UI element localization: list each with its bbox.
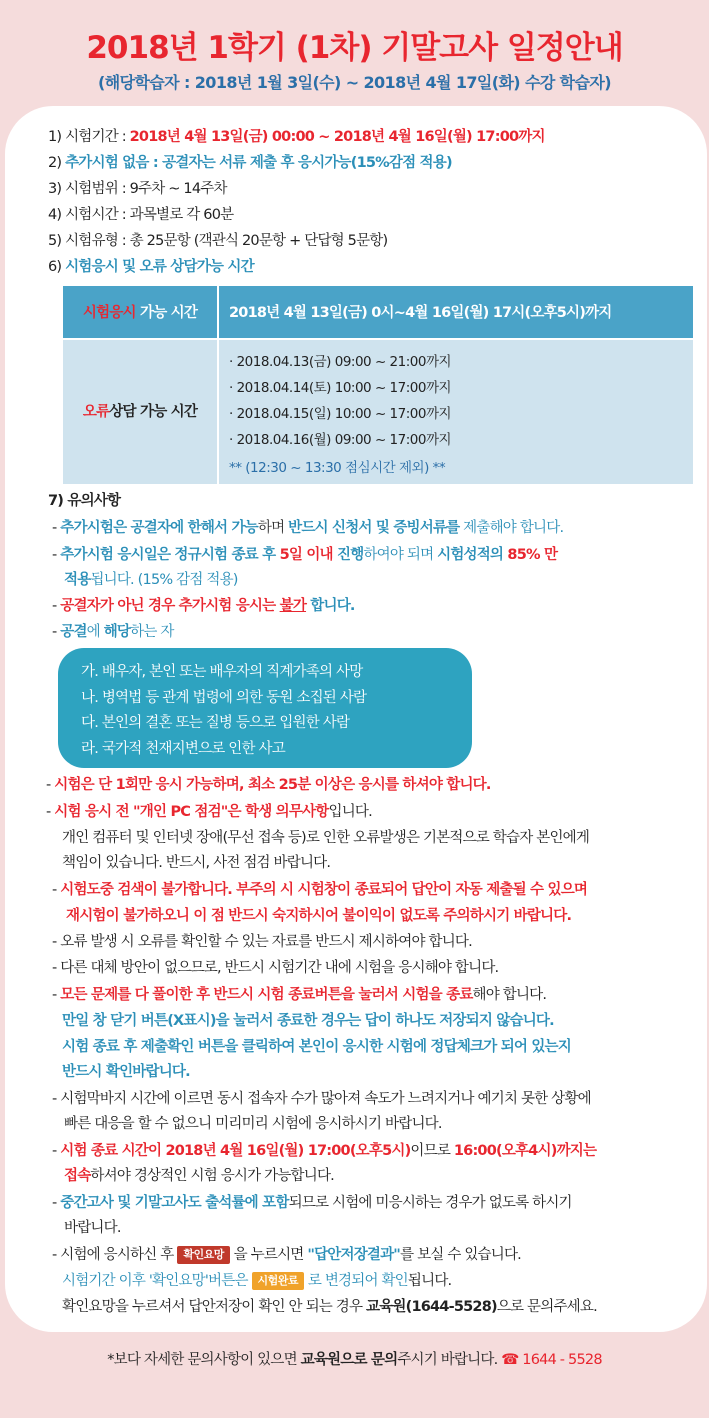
list-item: 다. 본인의 결혼 또는 질병 등으로 입원한 사람 — [81, 715, 350, 731]
note-line: 바랍니다. — [64, 1220, 121, 1236]
note-line: - 다른 대체 방안이 없으므로, 반드시 시험기간 내에 시험을 응시해야 합니다. — [52, 960, 499, 976]
consult-slot: · 2018.04.13(금) 09:00 ~ 21:00까지 — [229, 354, 452, 370]
note-line: 만일 창 닫기 버튼(X표시)을 눌러서 종료한 경우는 답이 하나도 저장되지 않습니다. — [62, 1013, 554, 1029]
note-line: - 공결에 해당하는 자 — [52, 624, 174, 640]
page-title: 2018년 1학기 (1차) 기말고사 일정안내 — [86, 30, 623, 66]
consult-slot: · 2018.04.16(월) 09:00 ~ 17:00까지 — [229, 432, 452, 448]
exam-complete-button: 시험완료 — [252, 1272, 305, 1290]
item-exam-period: 1) 시험기간 : 2018년 4월 13일(금) 00:00 ~ 2018년 4월 16일(월) 17:00까지 — [48, 129, 545, 145]
note-line: 책임이 있습니다. 반드시, 사전 점검 바랍니다. — [62, 855, 331, 871]
item-consult-hours: 6) 시험응시 및 오류 상담가능 시간 — [48, 259, 254, 275]
note-line: 시험 종료 후 제출확인 버튼을 클릭하여 본인이 응시한 시험에 정답체크가 되어 있는지 — [62, 1039, 571, 1055]
exam-hours-label: 시험응시 가능 시간 — [82, 305, 198, 321]
note-line: - 추가시험은 공결자에 한해서 가능하며 반드시 신청서 및 증빙서류를 제출해야 합니다. — [52, 520, 564, 536]
lunch-note: ** (12:30 ~ 13:30 점심시간 제외) ** — [229, 460, 446, 476]
note-line: 반드시 확인바랍니다. — [62, 1064, 190, 1080]
note-line: 개인 컴퓨터 및 인터넷 장애(무선 접속 등)로 인한 오류발생은 기본적으로 학습자 본인에게 — [62, 830, 590, 846]
note-line: - 시험에 응시하신 후 확인요망 을 누르시면 "답안저장결과"를 보실 수 있습니다. — [52, 1247, 521, 1263]
list-item: 라. 국가적 천재지변으로 인한 사고 — [81, 741, 285, 757]
note-line: - 시험막바지 시간에 이르면 동시 접속자 수가 많아져 속도가 느려지거나 예기치 못한 상황에 — [52, 1091, 591, 1107]
item-exam-scope: 3) 시험범위 : 9주차 ~ 14주차 — [48, 181, 227, 197]
list-item: 가. 배우자, 본인 또는 배우자의 직계가족의 사망 — [81, 664, 363, 680]
phone-icon: ☎ — [501, 1352, 519, 1368]
schedule-table — [63, 286, 693, 484]
phone-number: 1644 - 5528 — [518, 1352, 602, 1368]
item-exam-type: 5) 시험유형 : 총 25문항 (객관식 20문항 + 단답형 5문항) — [48, 233, 388, 249]
consult-slot: · 2018.04.15(일) 10:00 ~ 17:00까지 — [229, 406, 452, 422]
item-no-retest: 2) 추가시험 없음 : 공결자는 서류 제출 후 응시가능(15%감점 적용) — [48, 155, 452, 171]
table-divider — [63, 338, 693, 340]
note-line: - 추가시험 응시일은 정규시험 종료 후 5일 이내 진행하여야 되며 시험성적의 85% 만 — [52, 547, 558, 563]
note-line: - 시험은 단 1회만 응시 가능하며, 최소 25분 이상은 응시를 하셔야 합니다. — [46, 777, 491, 793]
item-exam-time: 4) 시험시간 : 과목별로 각 60분 — [48, 207, 234, 223]
excused-cases-box — [58, 648, 472, 768]
confirm-request-button: 확인요망 — [177, 1246, 230, 1264]
list-item: 나. 병역법 등 관계 법령에 의한 동원 소집된 사람 — [81, 690, 367, 706]
note-line: 시험기간 이후 '확인요망'버튼은 시험완료 로 변경되어 확인됩니다. — [62, 1273, 452, 1289]
note-line: - 시험 응시 전 "개인 PC 점검"은 학생 의무사항입니다. — [46, 804, 372, 820]
note-line: 적용됩니다. (15% 감점 적용) — [64, 572, 238, 588]
note-line: - 시험 종료 시간이 2018년 4월 16일(월) 17:00(오후5시)이므로 16:00(오후4시)까지는 — [52, 1143, 597, 1159]
exam-hours-value: 2018년 4월 13일(금) 0시~4월 16일(월) 17시(오후5시)까지 — [229, 305, 612, 321]
note-line: - 공결자가 아닌 경우 추가시험 응시는 불가 합니다. — [52, 598, 355, 614]
note-line: 빠른 대응을 할 수 없으니 미리미리 시험에 응시하시기 바랍니다. — [64, 1116, 442, 1132]
note-line: - 시험도중 검색이 불가합니다. 부주의 시 시험창이 종료되어 답안이 자동 제출될 수 있으며 — [52, 882, 588, 898]
note-line: 재시험이 불가하오니 이 점 반드시 숙지하시어 불이익이 없도록 주의하시기 바랍니다. — [66, 908, 572, 924]
footer-contact: *보다 자세한 문의사항이 있으면 교육원으로 문의주시기 바랍니다. ☎ 1644 - 5528 — [107, 1352, 602, 1368]
note-line: - 중간고사 및 기말고사도 출석률에 포함되므로 시험에 미응시하는 경우가 없도록 하시기 — [52, 1195, 572, 1211]
table-divider — [217, 286, 219, 484]
note-line: 접속하셔야 경상적인 시험 응시가 가능합니다. — [64, 1168, 334, 1184]
note-line: - 모든 문제를 다 풀이한 후 반드시 시험 종료버튼을 눌러서 시험을 종료해야 합니다. — [52, 987, 547, 1003]
consult-hours-label: 오류상담 가능 시간 — [82, 404, 198, 420]
page-subtitle: (해당학습자 : 2018년 1월 3일(수) ~ 2018년 4월 17일(화) 수강 학습자) — [98, 73, 611, 92]
notes-heading: 7) 유의사항 — [48, 493, 121, 509]
consult-slot: · 2018.04.14(토) 10:00 ~ 17:00까지 — [229, 380, 452, 396]
note-line: - 오류 발생 시 오류를 확인할 수 있는 자료를 반드시 제시하여야 합니다. — [52, 934, 472, 950]
note-line: 확인요망을 누르셔서 답안저장이 확인 안 되는 경우 교육원(1644-5528)으로 문의주세요. — [62, 1299, 597, 1315]
